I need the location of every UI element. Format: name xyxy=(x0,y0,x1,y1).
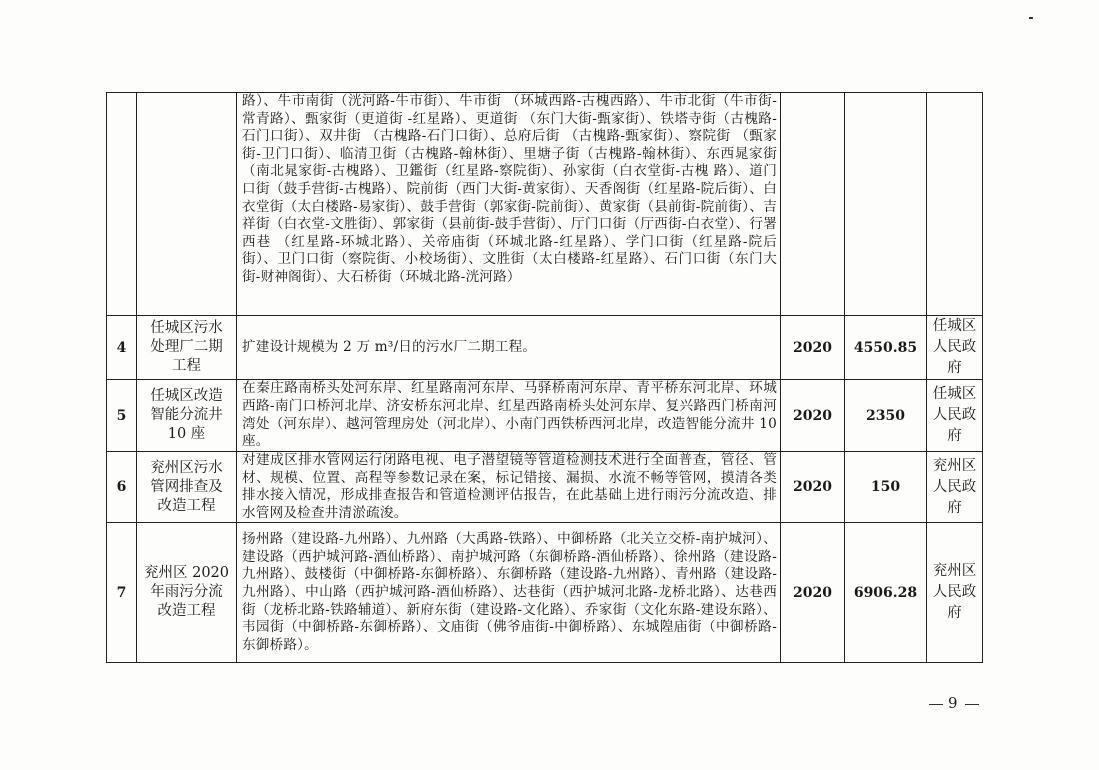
responsible-org-line: 任城区 xyxy=(932,318,977,334)
cell-project-name xyxy=(137,316,237,380)
row-number: 4 xyxy=(116,339,127,356)
project-name-line: 改造工程 xyxy=(157,603,216,620)
project-description: 在秦庄路南桥头处河东岸、红星路南河东岸、马驿桥南河东岸、青平桥东河北岸、环城西路-南门口桥河北岸、济安桥东河北岸、红星西路南桥头处河东岸、复兴路西门桥南河湾处（河东岸）、越河管理房处（河北岸）、小南门西铁桥西河北岸，改造智能分流井 10 座。 xyxy=(242,380,777,450)
cell-investment xyxy=(845,523,927,663)
responsible-org-line: 府 xyxy=(947,499,962,516)
investment-amount: 150 xyxy=(870,479,901,496)
cell-project-name xyxy=(137,452,237,523)
table-row xyxy=(107,380,983,452)
table-row xyxy=(107,452,983,523)
project-description: 扬州路（建设路-九州路）、九州路（大禹路-铁路）、中御桥路（北关立交桥-南护城河）、建设路（西护城河路-酒仙桥路）、南护城河路（东御桥路-酒仙桥路）、徐州路（建设路-九州路）、鼓楼街（中御桥路-东御桥路）、东御桥路（建设路-九州路）、青州路（建设路-九州路）、中山路（西护城河路-酒仙桥路）、达巷街（西护城河北路-龙桥北路）、达巷西街（龙桥北路-铁路辅道）、新府东街（建设路-文化路）、乔家街（文化东路-建设东路）、韦园街（中御桥路-东御桥路）、文庙街（佛爷庙街-中御桥路）、东城隍庙街（中御桥路-东御桥路）。 xyxy=(242,531,777,653)
project-name-line: 任城区改造 xyxy=(150,388,223,404)
completion-year: 2020 xyxy=(793,479,832,496)
completion-year: 2020 xyxy=(793,584,832,601)
investment-amount: 4550.85 xyxy=(853,339,918,356)
page-number-dash-right xyxy=(965,704,979,705)
project-name-line: 改造工程 xyxy=(157,497,216,514)
project-name-line: 兖州区污水 xyxy=(150,459,223,476)
project-name-line: 10 座 xyxy=(167,426,206,442)
responsible-org-line: 府 xyxy=(947,360,962,376)
row-number: 7 xyxy=(116,584,127,601)
cell-responsible-org xyxy=(927,316,983,380)
cell-responsible-org xyxy=(927,523,983,663)
row-number: 5 xyxy=(116,407,127,424)
project-name-line: 处理厂二期 xyxy=(150,339,223,355)
project-description: 路）、牛市南街（洸河路-牛市街）、牛市街 （环城西路-古槐西路）、牛市北街（牛市街-常青路）、甄家街（更道街 -红星路）、更道街 （东门大街-甄家街）、铁塔寺街（古槐路-石门口街）、双井街 （古槐路-石门口街）、总府后街 （古槐路-甄家街）、察院街 （甄家街-卫门口街）、临清卫街（古槐路-翰林街）、里塘子街（古槐路-翰林街）、东西晁家街（南北晁家街-古槐路）、卫鑑街（红星路-察院街）、孙家街（白衣堂街-古槐 路）、道门口街（鼓手营街-古槐路）、院前街（西门大街-黄家街）、天香阁街（红星路-院后街）、白衣堂街（太白楼路-易家街）、鼓手营街（郭家街-院前街）、黄家街（县前街-院前街）、吉祥街（白衣堂-文胜街）、郭家街（县前街-鼓手营街）、厅门口街（厅西街-白衣堂）、行署西巷 （红星路-环城北路）、关帝庙街（环城北路-红星路）、学门口街（红星路-院后街）、卫门口街（察院街、小校场街）、文胜街（太白楼路-红星路）、石门口街（东门大街-财神阁街）、大石桥街（环城北路-洸河路） xyxy=(242,93,777,285)
responsible-org-line: 任城区 xyxy=(932,386,977,402)
cell-project-name xyxy=(137,523,237,663)
project-description: 扩建设计规模为 2 万 m³/日的污水厂二期工程。 xyxy=(242,338,537,355)
cell-investment xyxy=(845,452,927,523)
cell-number xyxy=(107,452,137,523)
cell-number xyxy=(107,380,137,452)
cell-year xyxy=(781,93,845,316)
cell-project-name xyxy=(137,93,237,316)
project-description: 对建成区排水管网运行闭路电视、电子潜望镜等管道检测技术进行全面普查，管径、管材、规模、位置、高程等参数记录在案，标记错接、漏损、水流不畅等管网，摸清各类排水接入情况，形成排查报告和管道检测评估报告，在此基础上进行雨污分流改造、排水管网及检查井清淤疏浚。 xyxy=(242,452,777,521)
table-row xyxy=(107,93,983,316)
responsible-org-line: 人民政 xyxy=(932,584,977,601)
cell-investment xyxy=(845,93,927,316)
responsible-org-line: 兖州区 xyxy=(932,457,977,474)
cell-investment xyxy=(845,380,927,452)
cell-year xyxy=(781,452,845,523)
project-name-line: 任城区污水 xyxy=(150,320,223,336)
cell-description xyxy=(237,523,781,663)
responsible-org-line: 兖州区 xyxy=(932,563,977,580)
cell-number xyxy=(107,93,137,316)
row-number: 6 xyxy=(116,479,127,496)
cell-responsible-org xyxy=(927,380,983,452)
page-number xyxy=(924,694,984,712)
cell-year xyxy=(781,380,845,452)
responsible-org-line: 人民政 xyxy=(932,407,977,423)
project-name-line: 年雨污分流 xyxy=(150,584,223,601)
table-row xyxy=(107,316,983,380)
cell-project-name xyxy=(137,380,237,452)
investment-amount: 2350 xyxy=(866,407,905,424)
cell-number xyxy=(107,316,137,380)
responsible-org-line: 人民政 xyxy=(932,478,977,495)
responsible-org-line: 府 xyxy=(947,428,962,444)
cell-number xyxy=(107,523,137,663)
cell-responsible-org xyxy=(927,452,983,523)
project-name-line: 工程 xyxy=(172,358,201,374)
responsible-org-line: 人民政 xyxy=(932,339,977,355)
completion-year: 2020 xyxy=(793,339,832,356)
investment-amount: 6906.28 xyxy=(853,584,918,601)
scan-mark xyxy=(1029,17,1033,19)
table-row xyxy=(107,523,983,663)
cell-description xyxy=(237,316,781,380)
cell-year xyxy=(781,316,845,380)
project-name-line: 智能分流井 xyxy=(150,407,223,423)
cell-description xyxy=(237,93,781,316)
cell-investment xyxy=(845,316,927,380)
project-name-line: 兖州区 2020 xyxy=(143,565,229,582)
page-number-value: 9 xyxy=(948,694,960,712)
project-name-line: 管网排查及 xyxy=(150,478,223,495)
project-table xyxy=(106,92,983,663)
cell-description xyxy=(237,452,781,523)
cell-description xyxy=(237,380,781,452)
responsible-org-line: 府 xyxy=(947,605,962,622)
completion-year: 2020 xyxy=(793,407,832,424)
cell-responsible-org xyxy=(927,93,983,316)
cell-year xyxy=(781,523,845,663)
page-number-dash-left xyxy=(929,704,943,705)
